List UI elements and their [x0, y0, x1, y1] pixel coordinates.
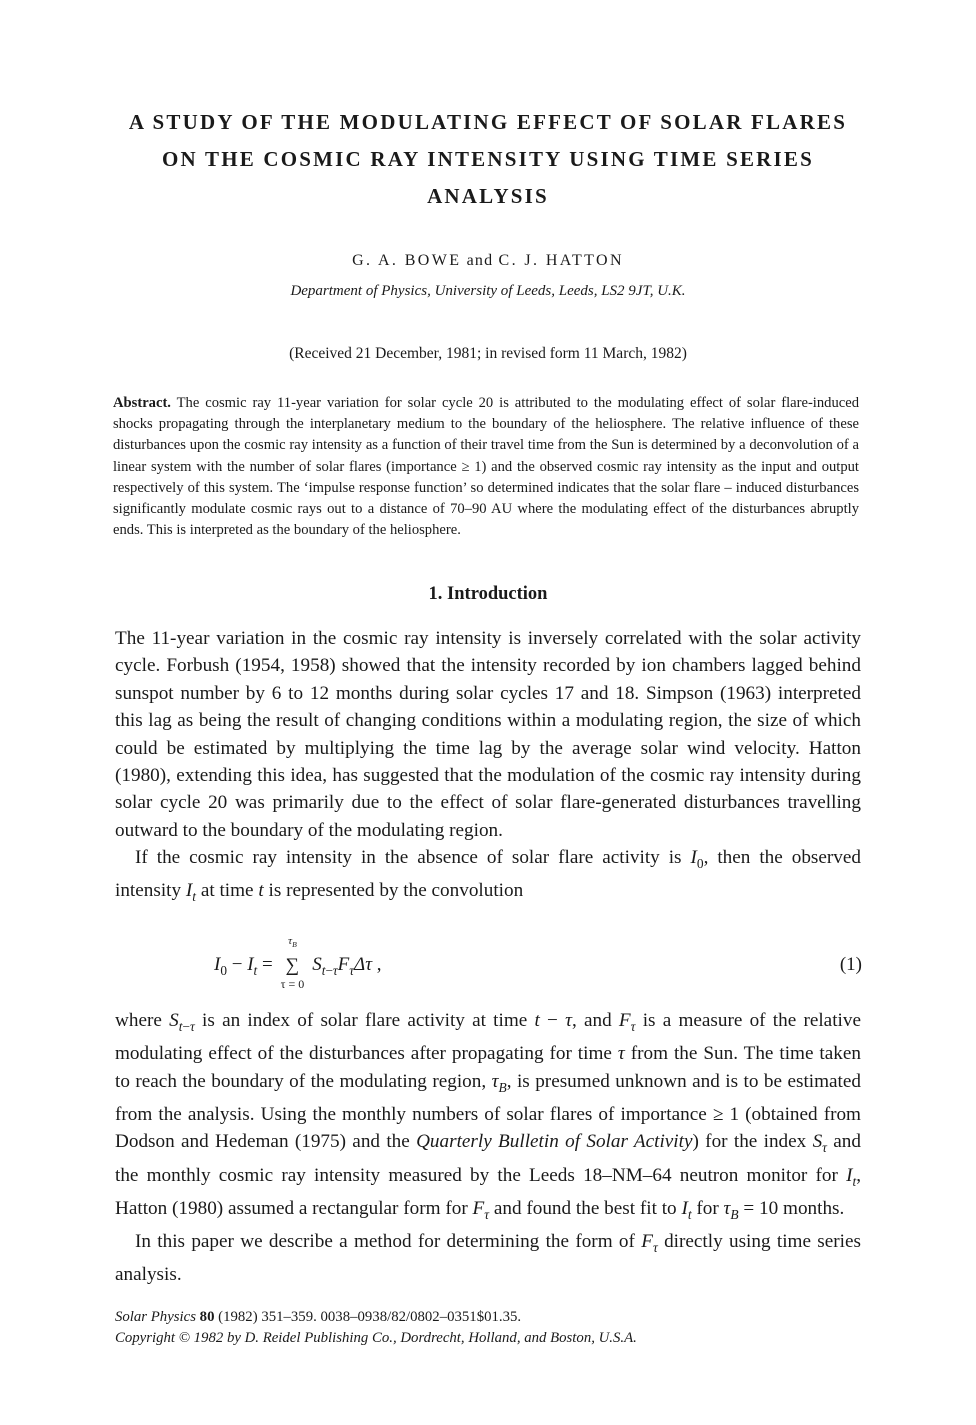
affiliation: Department of Physics, University of Leeds, Leeds, LS2 9JT, U.K. — [290, 283, 686, 299]
author-bowe: G. A. BOWE — [352, 252, 462, 269]
author-hatton: C. J. HATTON — [498, 252, 624, 269]
title-line-2: ON THE COSMIC RAY INTENSITY USING TIME SERIES — [162, 147, 814, 171]
introduction-body-continued — [115, 1007, 861, 1289]
title-line-3: ANALYSIS — [427, 184, 549, 208]
paragraph-3: where $S_{t-\tau}$ is an index of solar flare activity at time t − τ, and $F_\tau$ is a measure of the relative modulating effect of the disturbances after propagating for time τ from the Sun. The time taken to reach the boundary of the modulating region, $\tau_B$, is presumed unknown and is to be estimated from the analysis. Using the monthly numbers of solar flares of importance ≥ 1 (obtained from Dodson and Hedeman (1975) and the Quarterly Bulletin of Solar Activity) for the index $S_\tau$ and the monthly cosmic ray intensity measured by the Leeds 18–NM–64 neutron monitor for $I_t$, Hatton (1980) assumed a rectangular form for $F_\tau$ and found the best fit to $I_t$ for $\tau_B = 10$ months. — [115, 1010, 861, 1222]
paper-title — [100, 104, 876, 215]
summation-sign: $\tau_B$ ∑ τ = 0 — [280, 934, 305, 991]
author-line — [0, 252, 976, 270]
paragraph-2: If the cosmic ray intensity in the absence of solar flare activity is $I_0$, then the observed intensity $I_t$ at time t is represented by the convolution — [115, 847, 861, 905]
received-dates: (Received 21 December, 1981; in revised form 11 March, 1982) — [289, 345, 687, 362]
journal-citation: Solar Physics 80 (1982) 351–359. 0038–0938/82/0802–0351$01.35. — [115, 1309, 522, 1325]
equation-1 — [0, 934, 976, 994]
quarterly-bulletin-title: Quarterly Bulletin of Solar Activity — [416, 1131, 693, 1153]
author-conjunction: and — [466, 252, 494, 269]
equation-expression: $I_0 - I_t$ = $\tau_B$ ∑ τ = 0 $S_{t-\tau}F_\tau\Delta\tau$ , — [214, 934, 382, 991]
paragraph-4: In this paper we describe a method for determining the form of $F_\tau$ directly using time series analysis. — [115, 1230, 861, 1286]
paragraph-1: The 11-year variation in the cosmic ray intensity is inversely correlated with the solar activity cycle. Forbush (1954, 1958) showed that the intensity recorded by ion chambers lagged behind sunspot number by 6 to 12 months during solar cycles 17 and 18. Simpson (1963) interpreted this lag as being the result of changing conditions within a modulating region, the size of which could be estimated by multiplying the time lag by the average solar wind velocity. Hatton (1980), extending this idea, has suggested that the modulation of the cosmic ray intensity during solar cycle 20 was primarily due to the effect of solar flare-generated disturbances travelling outward to the boundary of the modulating region. — [115, 628, 861, 841]
introduction-body — [115, 625, 861, 911]
abstract-text: The cosmic ray 11-year variation for solar cycle 20 is attributed to the modulating effect of solar flare-induced shocks propagating through the interplanetary medium to the boundary of the heliosphere. The relative influence of these disturbances upon the cosmic ray intensity as a function of their travel time from the Sun is determined by a deconvolution of a linear system with the number of solar flares (importance ≥ 1) and the observed cosmic ray intensity as the input and output respectively of this system. The ‘impulse response function’ so determined indicates that the solar flare – induced disturbances significantly modulate cosmic rays out to a distance of 70–90 AU where the modulating effect of the disturbances abruptly ends. This is interpreted as the boundary of the heliosphere. — [113, 395, 860, 539]
equation-number: (1) — [839, 954, 862, 975]
title-line-1: A STUDY OF THE MODULATING EFFECT OF SOLAR FLARES — [128, 110, 848, 134]
abstract-label: Abstract. — [113, 395, 171, 411]
footer — [115, 1307, 875, 1349]
section-heading-introduction: 1. Introduction — [428, 584, 548, 604]
abstract — [113, 393, 859, 541]
copyright-notice: Copyright © 1982 by D. Reidel Publishing Co., Dordrecht, Holland, and Boston, U.S.A. — [115, 1330, 637, 1346]
